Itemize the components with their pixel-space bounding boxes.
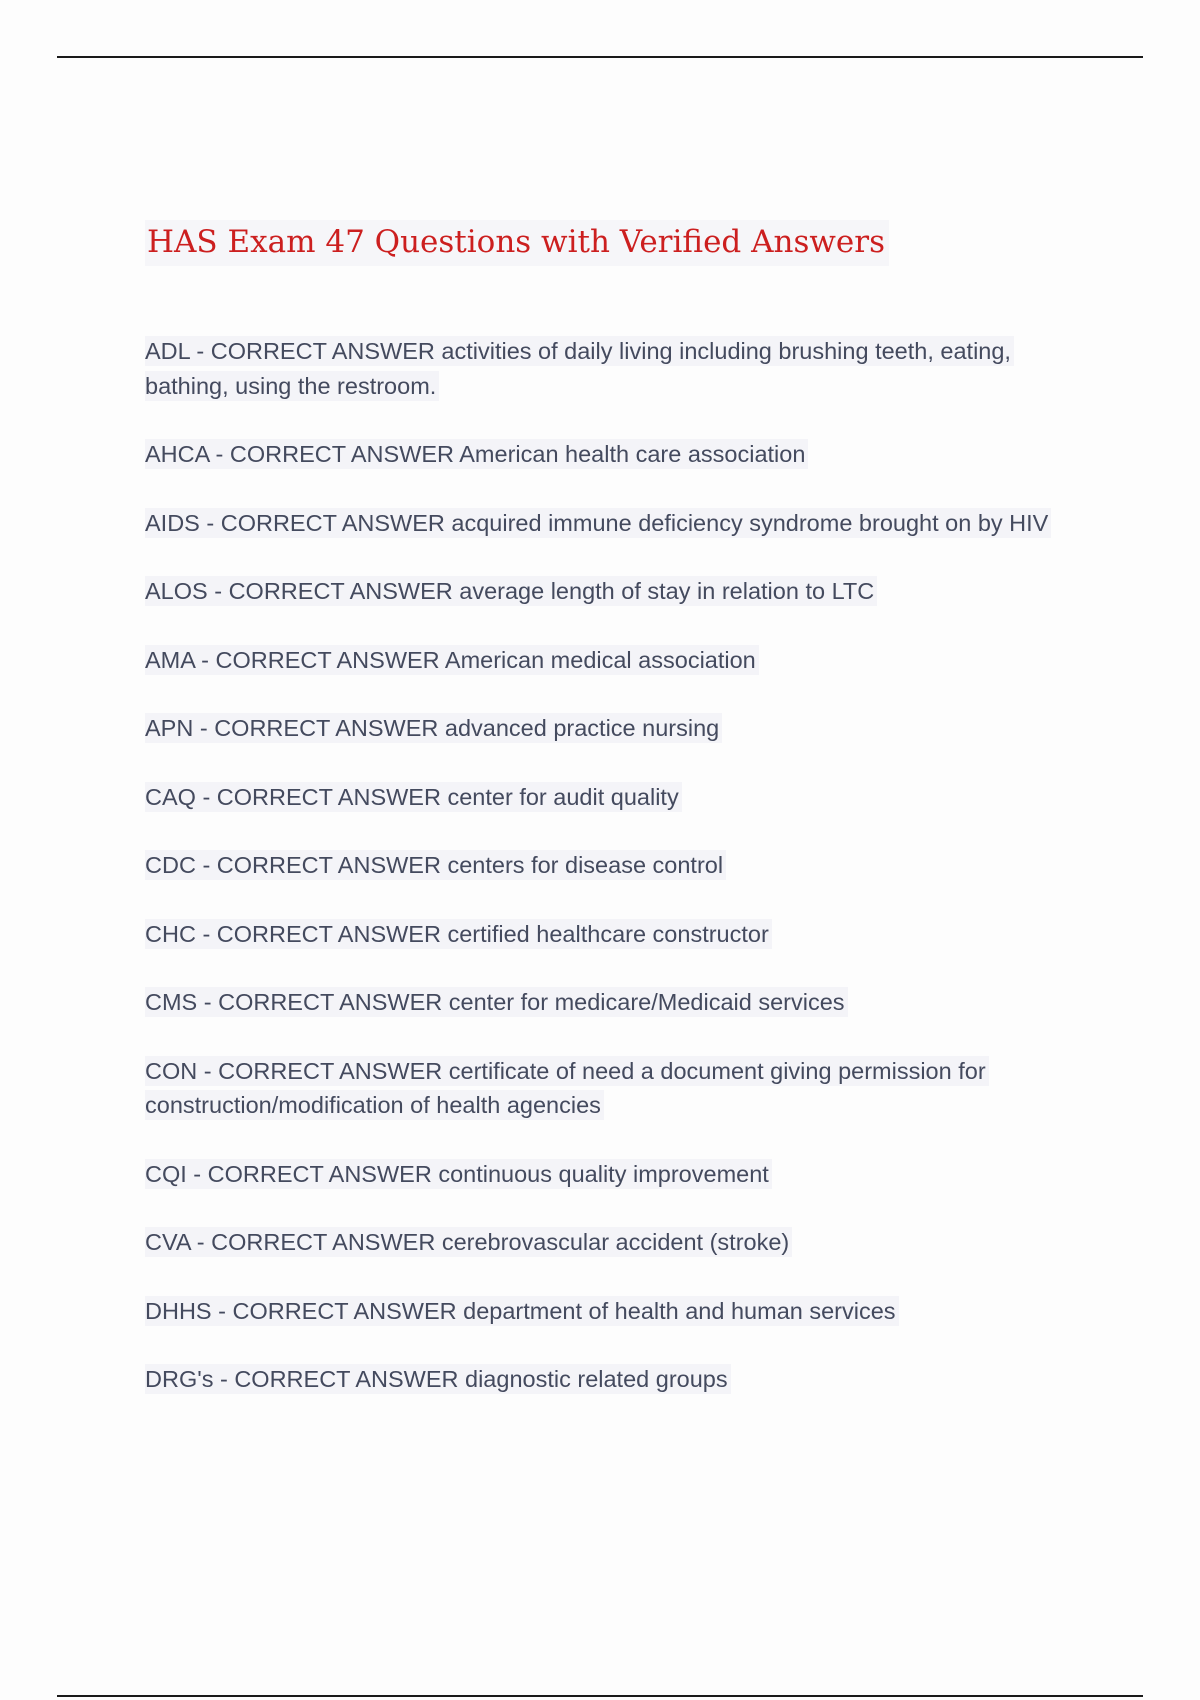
glossary-entry-caq	[145, 780, 1085, 815]
document-title: HAS Exam 47 Questions with Verified Answers	[145, 220, 889, 266]
glossary-entry-apn	[145, 711, 1085, 746]
entry-text: DHHS - CORRECT ANSWER department of health and human services	[145, 1296, 899, 1326]
entry-text: ALOS - CORRECT ANSWER average length of stay in relation to LTC	[145, 576, 877, 606]
entry-text: AMA - CORRECT ANSWER American medical association	[145, 645, 759, 675]
entry-text: CMS - CORRECT ANSWER center for medicare/Medicaid services	[145, 987, 848, 1017]
bottom-rule	[57, 1695, 1143, 1697]
glossary-entry-chc	[145, 917, 1085, 952]
entry-text: CVA - CORRECT ANSWER cerebrovascular accident (stroke)	[145, 1227, 792, 1257]
glossary-list	[145, 334, 1085, 1431]
glossary-entry-cdc	[145, 848, 1085, 883]
entry-text: CDC - CORRECT ANSWER centers for disease control	[145, 850, 726, 880]
glossary-entry-adl	[145, 334, 1085, 403]
glossary-entry-drgs	[145, 1362, 1085, 1397]
entry-text: AHCA - CORRECT ANSWER American health care association	[145, 439, 808, 469]
entry-text: CHC - CORRECT ANSWER certified healthcare constructor	[145, 919, 772, 949]
entry-text: AIDS - CORRECT ANSWER acquired immune deficiency syndrome brought on by HIV	[145, 508, 1051, 538]
glossary-entry-ama	[145, 643, 1085, 678]
glossary-entry-cqi	[145, 1157, 1085, 1192]
glossary-entry-dhhs	[145, 1294, 1085, 1329]
entry-text: CQI - CORRECT ANSWER continuous quality improvement	[145, 1159, 772, 1189]
glossary-entry-aids	[145, 506, 1085, 541]
top-rule	[57, 56, 1143, 58]
entry-text: CON - CORRECT ANSWER certificate of need a document giving permission for construction/modification of health agencies	[145, 1056, 989, 1121]
glossary-entry-con	[145, 1054, 1085, 1123]
entry-text: CAQ - CORRECT ANSWER center for audit quality	[145, 782, 682, 812]
entry-text: ADL - CORRECT ANSWER activities of daily living including brushing teeth, eating, bathing, using the restroom.	[145, 336, 1014, 401]
glossary-entry-cva	[145, 1225, 1085, 1260]
entry-text: APN - CORRECT ANSWER advanced practice nursing	[145, 713, 722, 743]
entry-text: DRG's - CORRECT ANSWER diagnostic related groups	[145, 1364, 731, 1394]
glossary-entry-cms	[145, 985, 1085, 1020]
glossary-entry-alos	[145, 574, 1085, 609]
glossary-entry-ahca	[145, 437, 1085, 472]
